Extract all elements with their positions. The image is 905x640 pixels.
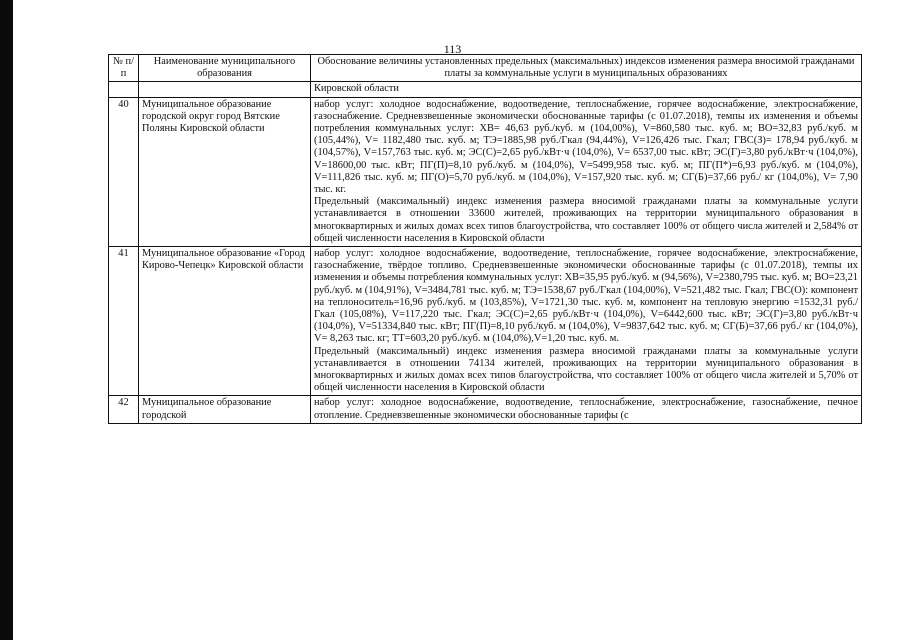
header-municipality: Наименование муниципального образования (139, 55, 311, 82)
header-number: № п/п (109, 55, 139, 82)
row-number: 40 (109, 97, 139, 246)
scan-edge (0, 0, 13, 640)
table-row (109, 247, 862, 396)
table-row (109, 396, 862, 423)
index-text: Предельный (максимальный) индекс изменения размера вносимой гражданами платы за коммунальные услуги устанавливается в отношении 33600 жителей, проживающих на территории муниципального образования в многоквартирных и жилых домах всех типов благоустройства, что составляет 100% от общего числа жителей и 2,584% от общей численности населения в Кировской области (314, 196, 858, 244)
page-number: 113 (443, 42, 462, 56)
tariff-table (108, 54, 862, 424)
services-text: набор услуг: холодное водоснабжение, водоотведение, теплоснабжение, электроснабжение, газоснабжение, печное отопление. Средневзвешенные экономически обоснованные тарифы (с (314, 397, 858, 421)
municipality-name: Муниципальное образование «Город Кирово-Чепецк» Кировской области (139, 247, 311, 396)
row-number: 41 (109, 247, 139, 396)
table-header-row (109, 55, 862, 82)
continuation-row (109, 82, 862, 97)
index-text: Предельный (максимальный) индекс изменения размера вносимой гражданами платы за коммунальные услуги устанавливается в отношении 74134 жителей, проживающих на территории муниципального образования в многоквартирных и жилых домах всех типов благоустройства, что составляет 100% от общего числа жителей и 5,70% от общей численности населения в Кировской области (314, 345, 858, 394)
justification-cell (311, 97, 862, 246)
table-row (109, 97, 862, 246)
header-justification: Обоснование величины установленных предельных (максимальных) индексов изменения размера вносимой гражданами платы за коммунальные услуги в муниципальных образованиях (311, 55, 862, 82)
services-text: набор услуг: холодное водоснабжение, водоотведение, теплоснабжение, горячее водоснабжение, электроснабжение, газоснабжение. Средневзвешенные экономически обоснованные тарифы (с 01.07.2018), темпы их изменения и объемы потребления коммунальных услуг: ХВ= 46,63 руб./куб. м (104,00%), V=860,580 тыс. куб. м; ВО=32,83 руб./куб. м (105,44%), V= 1182,480 тыс. куб. м; ТЭ=1885,98 руб./Гкал (94,44%), V=126,426 тыс. Гкал; ГВС(З)= 178,94 руб./куб. м (104,57%), V=157,763 тыс. куб. м; ЭС(С)=2,65 руб./кВт·ч (104,0%), V= 6537,00 тыс. кВт; ЭС(Г)=3,80 руб./кВт·ч (104,0%), V=18600,00 тыс. кВт; ПГ(П)=8,10 руб./куб. м (104,0%), V=5499,958 тыс. куб. м; ПГ(П*)=6,93 руб./куб. м (104,0%), V=111,826 тыс. куб. м; ПГ(О)=5,70 руб./куб. м (104,0%), V=157,920 тыс. куб. м; СГ(Б)=37,66 руб./ кг (104,0%), V= 7,90 тыс. кг. (314, 98, 858, 196)
justification-cell (311, 247, 862, 396)
municipality-name: Муниципальное образование городской (139, 396, 311, 423)
municipality-name: Муниципальное образование городской округ город Вятские Поляны Кировской области (139, 97, 311, 246)
justification-cell (311, 396, 862, 423)
services-text: набор услуг: холодное водоснабжение, водоотведение, теплоснабжение, горячее водоснабжение, электроснабжение, газоснабжение, твёрдое топливо. Средневзвешенные экономически обоснованные тарифы (с 01.07.2018), темпы их изменения и объемы потребления коммунальных услуг: ХВ=35,95 руб./куб. м (94,56%), V=2380,795 тыс. куб. м; ВО=23,21 руб./куб. м (104,91%), V=3484,781 тыс. куб. м; ТЭ=1538,67 руб./Гкал (104,00%), V=521,482 тыс. Гкал; ГВС(О): компонент на теплоноситель=16,96 руб./куб. м (103,85%), V=1721,30 тыс. куб. м, компонент на тепловую энергию =1532,31 руб./Гкал (105,08%), V=117,220 тыс. Гкал; ЭС(С)=2,65 руб./кВт·ч (104,0%), V=6442,600 тыс. кВт; ЭС(Г)=3,80 руб./кВт·ч (104,0%), V=51334,840 тыс. кВт; ПГ(П)=8,10 руб./куб. м (104,0%), V=9837,642 тыс. куб. м; СГ(Б)=37,66 руб./ кг (104,0%), V= 8,263 тыс. кг; ТТ=603,20 руб./куб. м (104,0%),V=1,20 тыс. куб. м. (314, 248, 858, 345)
row-number: 42 (109, 396, 139, 423)
continuation-text: Кировской области (311, 82, 862, 97)
